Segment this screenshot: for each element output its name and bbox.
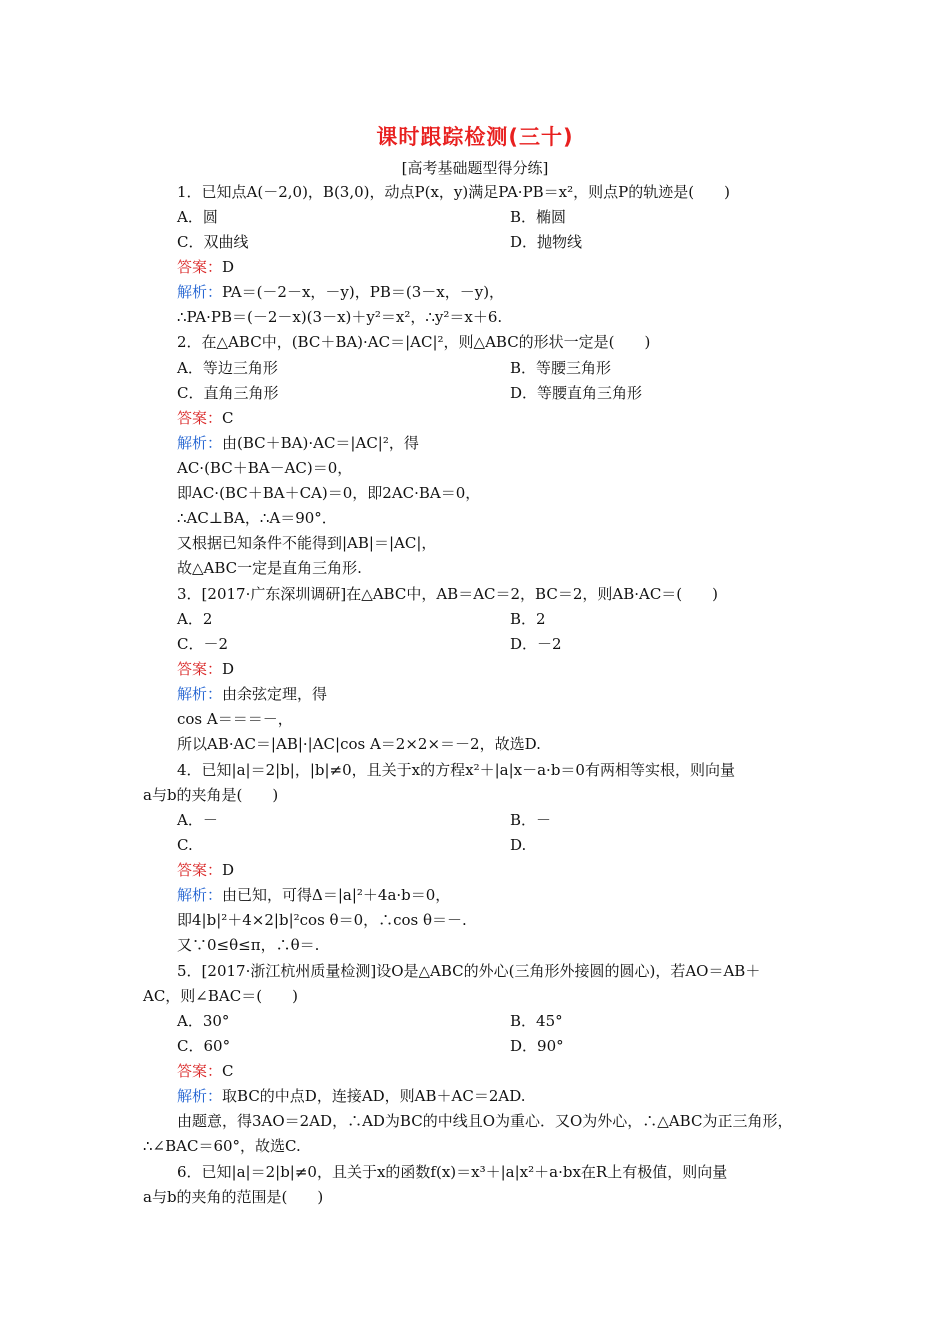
q5-option-d: D．90°	[510, 1037, 564, 1055]
q2-answer	[177, 408, 234, 428]
answer-label: 答案：	[177, 258, 223, 276]
q4-option-c: C.	[177, 836, 193, 854]
q5-solution-line-3: ∴∠BAC＝60°，故选C.	[143, 1137, 301, 1155]
q2-solution-line-1: 由(BC＋BA)·AC＝|AC|²，得	[222, 434, 419, 452]
answer-label: 答案：	[177, 409, 223, 427]
q2-solution-line-4: ∴AC⊥BA，∴A＝90°．	[177, 509, 337, 527]
q4-solution-line-2: 即4|b|²＋4×2|b|²cos θ＝0，∴cos θ＝－.	[177, 911, 467, 929]
solution-label: 解析：	[177, 1087, 223, 1105]
q5-option-a: A．30°	[177, 1012, 230, 1030]
q2-solution-line-3: 即AC·(BC＋BA＋CA)＝0，即2AC·BA＝0，	[177, 484, 481, 502]
q2-option-a: A．等边三角形	[177, 359, 278, 377]
q5-solution-line-2: 由题意，得3AO＝2AD，∴AD为BC的中线且O为重心．又O为外心，∴△ABC为正三角形，	[177, 1112, 793, 1130]
q1-option-a: A．圆	[177, 208, 218, 226]
q1-option-c: C．双曲线	[177, 233, 249, 251]
q2-stem: 2．在△ABC中，(BC＋BA)·AC＝|AC|²，则△ABC的形状一定是( )	[177, 333, 651, 351]
q3-stem: 3．[2017·广东深圳调研]在△ABC中，AB＝AC＝2，BC＝2，则AB·AC＝( )	[177, 585, 719, 603]
q2-answer-value: C	[222, 409, 234, 427]
q4-solution-line-3: 又∵0≤θ≤π，∴θ＝.	[177, 936, 320, 954]
page-title: 课时跟踪检测(三十)	[376, 125, 574, 149]
q2-option-d: D．等腰直角三角形	[510, 384, 643, 402]
q4-option-a: A．－	[177, 811, 218, 829]
q3-solution-line-1: 由余弦定理，得	[222, 685, 328, 703]
q5-option-b: B．45°	[510, 1012, 563, 1030]
q3-option-c: C．－2	[177, 635, 229, 653]
q6-stem-line-2: a与b的夹角的范围是( )	[143, 1188, 324, 1206]
q4-stem-line-1: 4．已知|a|＝2|b|，|b|≠0，且关于x的方程x²＋|a|x－a·b＝0有两相等实根，则向量	[177, 761, 735, 779]
section-subtitle: [高考基础题型得分练]	[401, 159, 549, 177]
solution-label: 解析：	[177, 886, 223, 904]
answer-label: 答案：	[177, 861, 223, 879]
q5-stem-line-2: AC，则∠BAC＝( )	[143, 987, 298, 1005]
q3-answer-value: D	[222, 660, 235, 678]
q3-option-a: A．2	[177, 610, 213, 628]
q2-solution-line-5: 又根据已知条件不能得到|AB|＝|AC|，	[177, 534, 437, 552]
q2-option-b: B．等腰三角形	[510, 359, 612, 377]
q1-option-d: D．抛物线	[510, 233, 583, 251]
q4-option-b: B．－	[510, 811, 552, 829]
q4-solution-line-1: 由已知，可得Δ＝|a|²＋4a·b＝0，	[222, 886, 451, 904]
q1-option-b: B．椭圆	[510, 208, 567, 226]
q4-stem-line-2: a与b的夹角是( )	[143, 786, 279, 804]
q5-stem-line-1: 5．[2017·浙江杭州质量检测]设O是△ABC的外心(三角形外接圆的圆心)，若AO＝AB＋	[177, 962, 761, 980]
q4-answer	[177, 860, 234, 880]
q1-solution	[177, 282, 504, 302]
q3-solution	[177, 684, 327, 704]
q1-solution-line-2: ∴PA·PB＝(－2－x)(3－x)＋y²＝x²，∴y²＝x＋6.	[177, 308, 503, 326]
q2-solution-line-6: 故△ABC一定是直角三角形.	[177, 559, 362, 577]
q2-solution-line-2: AC·(BC＋BA－AC)＝0，	[177, 459, 353, 477]
answer-label: 答案：	[177, 1062, 223, 1080]
q3-solution-line-2: cos A＝＝＝－，	[177, 710, 293, 728]
q5-option-c: C．60°	[177, 1037, 231, 1055]
solution-label: 解析：	[177, 685, 223, 703]
q4-option-d: D.	[510, 836, 527, 854]
q1-answer-value: D	[222, 258, 235, 276]
solution-label: 解析：	[177, 434, 223, 452]
q3-answer	[177, 659, 234, 679]
q5-solution	[177, 1086, 525, 1106]
q2-option-c: C．直角三角形	[177, 384, 279, 402]
q5-answer-value: C	[222, 1062, 234, 1080]
solution-label: 解析：	[177, 283, 223, 301]
q4-solution	[177, 885, 450, 905]
answer-label: 答案：	[177, 660, 223, 678]
q2-solution	[177, 433, 419, 453]
q1-stem: 1．已知点A(－2,0)，B(3,0)，动点P(x，y)满足PA·PB＝x²，则点P的轨迹是( )	[177, 183, 730, 201]
q4-answer-value: D	[222, 861, 235, 879]
q3-solution-line-3: 所以AB·AC＝|AB|·|AC|cos A＝2×2×＝－2，故选D.	[177, 735, 541, 753]
q1-solution-line-1: PA＝(－2－x，－y)，PB＝(3－x，－y)，	[222, 283, 505, 301]
q3-option-b: B．2	[510, 610, 546, 628]
q1-answer	[177, 257, 234, 277]
q5-answer	[177, 1061, 234, 1081]
q6-stem-line-1: 6．已知|a|＝2|b|≠0，且关于x的函数f(x)＝x³＋|a|x²＋a·bx在R上有极值，则向量	[177, 1163, 728, 1181]
q5-solution-line-1: 取BC的中点D，连接AD，则AB＋AC＝2AD.	[222, 1087, 526, 1105]
q3-option-d: D．－2	[510, 635, 562, 653]
